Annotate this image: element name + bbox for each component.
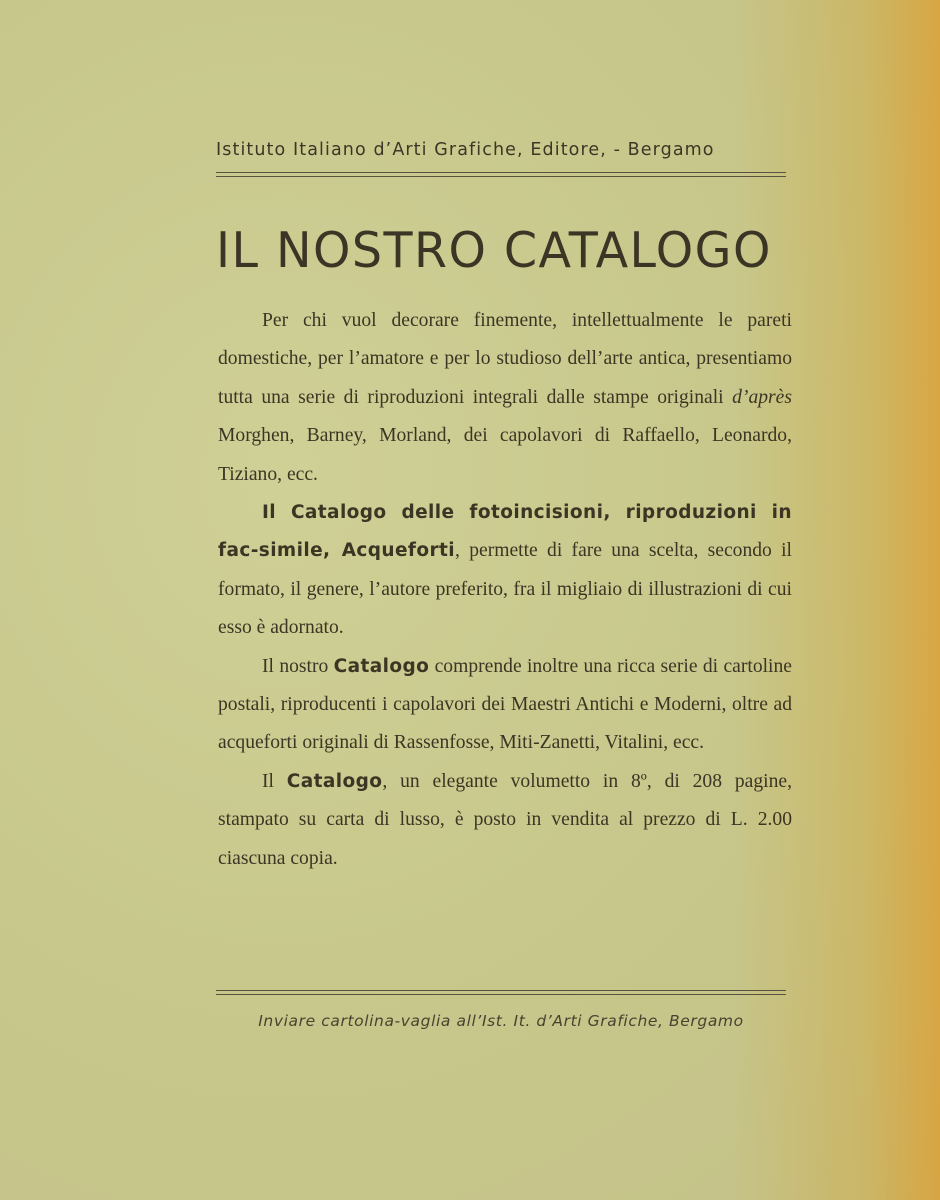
paragraph-intro-text-b: Morghen, Barney, Morland, dei capolavori di Raffaello, Leonardo, Tiziano, ecc. [218, 425, 792, 485]
paragraph-intro [218, 302, 792, 494]
bold-catalogo-price: Catalogo [286, 770, 383, 792]
bold-catalog-title: Il Catalogo delle fotoincisioni, riproduzioni in fac-simile, Acqueforti [218, 502, 792, 562]
paragraph-postcards-text-a: Il nostro [262, 655, 334, 677]
paragraph-intro-text-a: Per chi vuol decorare finemente, intellettualmente le pareti domestiche, per l’amatore e per lo studioso dell’arte antica, presentiamo tutta una serie di riproduzioni integrali dalle stampe originali [218, 310, 792, 408]
paragraph-catalog-fotoincisioni [218, 494, 792, 648]
header-double-rule [216, 172, 786, 177]
paragraph-price [218, 763, 792, 878]
paragraph-postcards [218, 648, 792, 763]
footer-instruction: Inviare cartolina-vaglia all’Ist. It. d’Arti Grafiche, Bergamo [258, 1012, 744, 1030]
bold-catalogo: Catalogo [333, 655, 430, 677]
paragraph-postcards-text-b: comprende inoltre una ricca serie di cartoline postali, riproducenti i capolavori dei Maestri Antichi e Moderni, oltre ad acqueforti originali di Rassenfosse, Miti-Zanetti, Vitalini, ecc. [218, 655, 792, 754]
italic-dapres: d’après [732, 386, 792, 408]
paragraph-catalog-text: , permette di fare una scelta, secondo il formato, il genere, l’autore preferito, fra il migliaio di illustrazioni di cui esso è adornato. [218, 540, 793, 639]
footer-double-rule [216, 990, 786, 995]
body-text [218, 302, 792, 878]
paragraph-price-text-b: , un elegante volumetto in 8º, di 208 pagine, stampato su carta di lusso, è posto in vendita al prezzo di L. 2.00 ciascuna copia. [218, 770, 792, 869]
publisher-header: Istituto Italiano d’Arti Grafiche, Editore, - Bergamo [216, 140, 715, 160]
paragraph-price-text-a: Il [262, 770, 287, 792]
page-title: IL NOSTRO CATALOGO [216, 222, 772, 279]
